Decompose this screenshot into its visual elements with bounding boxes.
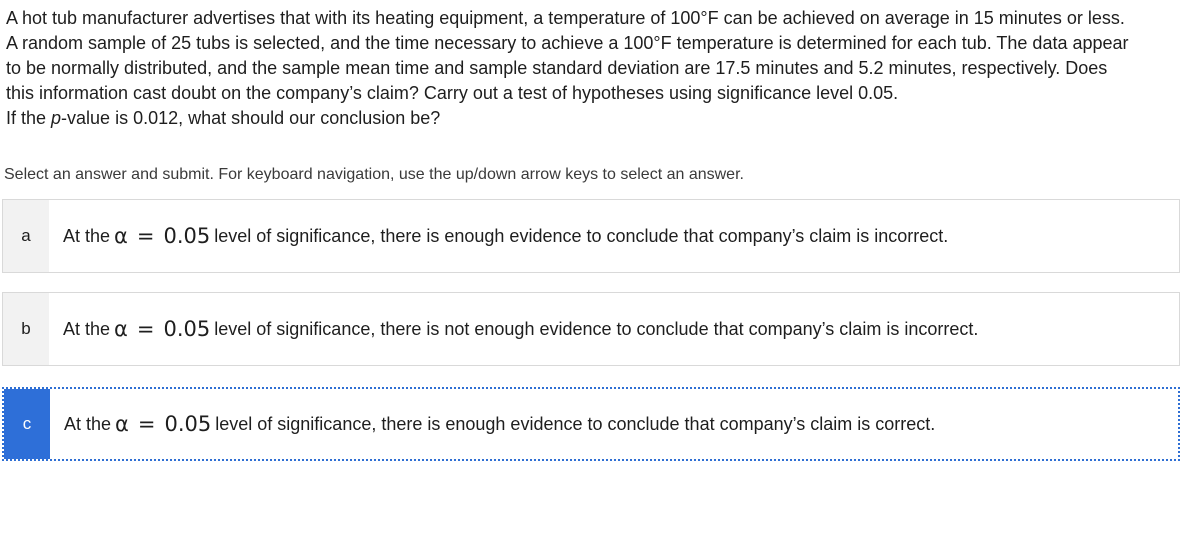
option-text bbox=[50, 389, 935, 459]
option-suffix: level of significance, there is enough evidence to conclude that company’s claim is incorrect. bbox=[214, 225, 949, 246]
alpha-value: 0.05 bbox=[163, 224, 211, 248]
answer-option-a[interactable] bbox=[2, 199, 1180, 273]
option-prefix: At the bbox=[63, 225, 111, 246]
question-text-fragment: -value is 0.012, what should our conclusion be? bbox=[61, 108, 441, 128]
answer-option-b[interactable] bbox=[2, 292, 1180, 366]
equals-sign: = bbox=[137, 412, 156, 436]
p-variable: p bbox=[51, 108, 62, 128]
answer-option-c[interactable] bbox=[2, 387, 1180, 461]
option-prefix: At the bbox=[64, 413, 112, 434]
question-line: A random sample of 25 tubs is selected, and the time necessary to achieve a 100°F temperature is determined for each tub. The data appear bbox=[6, 33, 1129, 53]
alpha-value: 0.05 bbox=[164, 412, 212, 436]
question-text bbox=[6, 6, 1191, 131]
option-suffix: level of significance, there is not enough evidence to conclude that company’s claim is incorrect. bbox=[214, 318, 979, 339]
equals-sign: = bbox=[136, 317, 155, 341]
answer-instructions: Select an answer and submit. For keyboard navigation, use the up/down arrow keys to select an answer. bbox=[4, 166, 744, 183]
option-prefix: At the bbox=[63, 318, 111, 339]
alpha-symbol: α bbox=[114, 224, 128, 248]
question-line: to be normally distributed, and the sample mean time and sample standard deviation are 17.5 minutes and 5.2 minutes, respectively. Does bbox=[6, 58, 1108, 78]
question-line: A hot tub manufacturer advertises that with its heating equipment, a temperature of 100°F can be achieved on average in 15 minutes or less. bbox=[6, 8, 1125, 28]
alpha-equation bbox=[114, 224, 210, 248]
alpha-symbol: α bbox=[114, 317, 128, 341]
option-letter: c bbox=[4, 389, 50, 459]
option-text bbox=[49, 293, 978, 365]
option-letter: b bbox=[3, 293, 49, 365]
question-line: this information cast doubt on the company’s claim? Carry out a test of hypotheses using significance level 0.05. bbox=[6, 83, 899, 103]
option-letter: a bbox=[3, 200, 49, 272]
alpha-equation bbox=[114, 317, 210, 341]
alpha-equation bbox=[115, 412, 211, 436]
question-text-fragment: If the bbox=[6, 108, 52, 128]
alpha-value: 0.05 bbox=[163, 317, 211, 341]
option-text bbox=[49, 200, 948, 272]
equals-sign: = bbox=[136, 224, 155, 248]
option-suffix: level of significance, there is enough evidence to conclude that company’s claim is correct. bbox=[215, 413, 936, 434]
question-line bbox=[6, 106, 1191, 131]
alpha-symbol: α bbox=[115, 412, 129, 436]
